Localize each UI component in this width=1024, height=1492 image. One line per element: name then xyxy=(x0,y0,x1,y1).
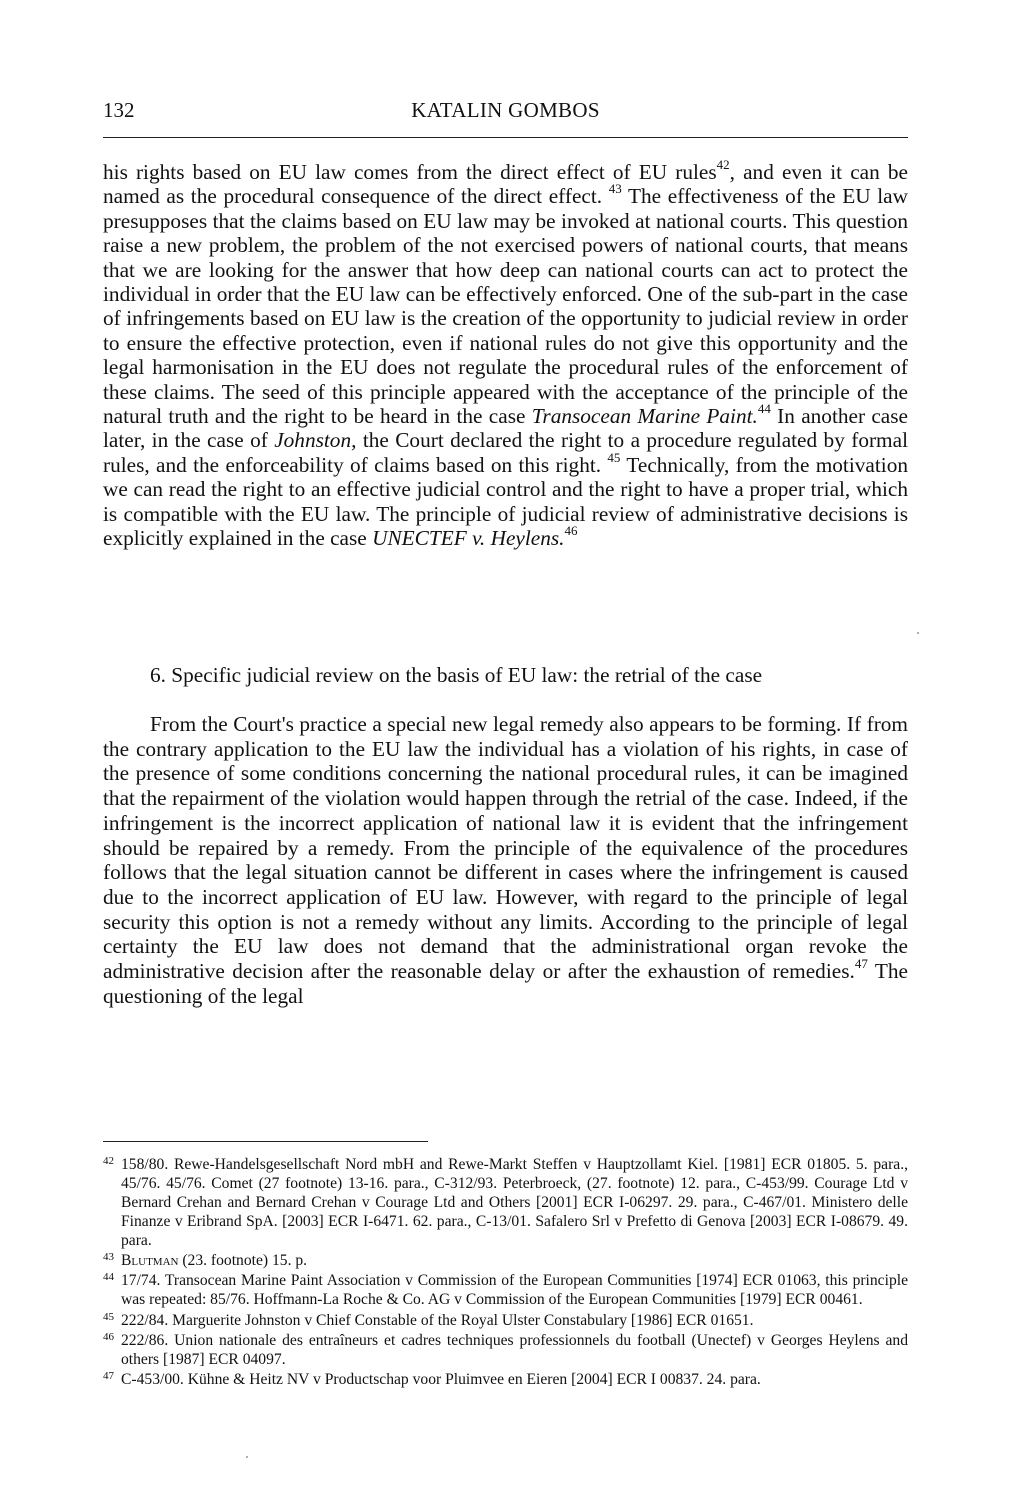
body-paragraph-1 xyxy=(103,156,908,551)
footnote-text: 222/86. Union nationale des entraîneurs et cadres techniques professionnels du football (Unectef) v Georges Heylens and others [1987] ECR 04097. xyxy=(121,1332,908,1369)
footnote-number: 44 xyxy=(103,1271,114,1284)
text-run: The effectiveness of the EU law presupposes that the claims based on EU law may be invoked at national courts. This question raise a new problem, the problem of the not exercised powers of national courts, that means that we are looking for the answer that how deep can national courts can act to protect the individual in order that the EU law can be effectively enforced. One of the sub-part in the case of infringements based on EU law is the creation of the opportunity to judicial review in order to ensure the effective protection, even if national rules do not give this opportunity and the legal harmonisation in the EU does not regulate the procedural rules of the enforcement of these claims. The seed of this principle appeared with the acceptance of the principle of the natural truth and the right to be heard in the case xyxy=(103,184,908,429)
footnote-number: 45 xyxy=(103,1310,114,1323)
footnote xyxy=(103,1332,908,1370)
footnote xyxy=(103,1272,908,1310)
scan-speck xyxy=(246,1456,248,1458)
footnotes xyxy=(103,1156,908,1392)
text-run: the Court declared the right to a procedure regulated by formal rules, and the enforceability of claims based on this right. xyxy=(103,428,908,477)
page-header xyxy=(103,98,908,128)
footnote xyxy=(103,1252,908,1271)
footnote-ref-43[interactable]: 43 xyxy=(608,181,622,197)
header-rule xyxy=(103,137,908,138)
footnote-text: 158/80. Rewe-Handelsgesellschaft Nord mbH and Rewe-Markt Steffen v Hauptzollamt Kiel. [1981] ECR 01805. 5. para., 45/76. 45/76. Comet (27 footnote) 13-16. para., C-312/93. Peterbroeck, (27. footnote) 12. para., C-453/99. Courage Ltd v Bernard Crehan and Bernard Crehan v Courage Ltd and Others [2001] ECR I-06297. 29. para., C-467/01. Ministero delle Finanze v Eribrand SpA. [2003] ECR I-6471. 62. para., C-13/01. Safalero Srl v Prefetto di Genova [2003] ECR I-08679. 49. para. xyxy=(121,1156,908,1249)
scan-speck xyxy=(917,632,919,634)
text-run: his rights based on EU law comes from the direct effect of EU rules xyxy=(103,160,717,184)
text-run: From the Court's practice a special new legal remedy also appears to be forming. If from the contrary application to the EU law the individual has a violation of his rights, in case of the presence of some conditions concerning the national procedural rules, it can be imagined that the repairment of the violation would happen through the retrial of the case. Indeed, if the infringement is the incorrect application of national law it is evident that the infringement should be repaired by a remedy. From the principle of the equivalence of the procedures follows that the legal situation cannot be different in cases where the infringement is caused due to the incorrect application of EU law. However, with regard to the principle of legal security this option is not a remedy without any limits. According to the principle of legal certainty the EU law does not demand that the administrational organ revoke the administrative decision after the reasonable delay or after the exhaustion of remedies. xyxy=(103,712,908,984)
footnote-ref-46[interactable]: 46 xyxy=(564,523,578,538)
footnote-number: 43 xyxy=(103,1251,114,1264)
footnote-text: 222/84. Marguerite Johnston v Chief Constable of the Royal Ulster Constabulary [1986] ECR 01651. xyxy=(121,1311,754,1329)
footnote-text: C-453/00. Kühne & Heitz NV v Productschap voor Pluimvee en Eieren [2004] ECR I 00837. 24. para. xyxy=(121,1371,761,1389)
running-head: KATALIN GOMBOS xyxy=(411,98,600,122)
footnote-ref-44[interactable]: 44 xyxy=(757,400,771,416)
case-name-transocean: Transocean Marine Paint. xyxy=(531,404,758,429)
footnote-ref-42[interactable]: 42 xyxy=(716,156,730,172)
text-run: The questioning of the legal xyxy=(103,959,908,1008)
page-number: 132 xyxy=(103,98,135,122)
footnote-number: 46 xyxy=(103,1331,114,1344)
footnote-text: 17/74. Transocean Marine Paint Association v Commission of the European Communities [1974] ECR 01063, this principle was repeated: 85/76. Hoffmann-La Roche & Co. AG v Commission of the European Communities [1979] ECR 00461. xyxy=(121,1272,908,1309)
text-run: In another case later, in the case of xyxy=(103,404,908,453)
section-heading: 6. Specific judicial review on the basis of EU law: the retrial of the case xyxy=(150,663,763,687)
footnote xyxy=(103,1371,908,1390)
footnote-separator xyxy=(103,1141,428,1142)
case-name-heylens: UNECTEF v. Heylens. xyxy=(372,526,565,551)
text-run: Technically, from the motivation we can read the right to an effective judicial control and the right to have a proper trial, which is compatible with the EU law. The principle of judicial review of administrative decisions is explicitly explained in the case xyxy=(103,452,908,551)
footnote-ref-47[interactable]: 47 xyxy=(854,955,868,971)
footnote-ref-45[interactable]: 45 xyxy=(607,449,621,465)
body-paragraph-2 xyxy=(103,712,908,1008)
author-name: Blutman xyxy=(121,1252,179,1270)
footnote-text: (23. footnote) 15. p. xyxy=(178,1252,308,1270)
footnote xyxy=(103,1312,908,1331)
footnote-number: 42 xyxy=(103,1155,114,1167)
footnote xyxy=(103,1156,908,1251)
text-run: , and even it can be named as the procedural consequence of the direct effect. xyxy=(103,160,908,209)
footnote-number: 47 xyxy=(103,1370,114,1383)
case-name-johnston: Johnston, xyxy=(274,428,357,453)
